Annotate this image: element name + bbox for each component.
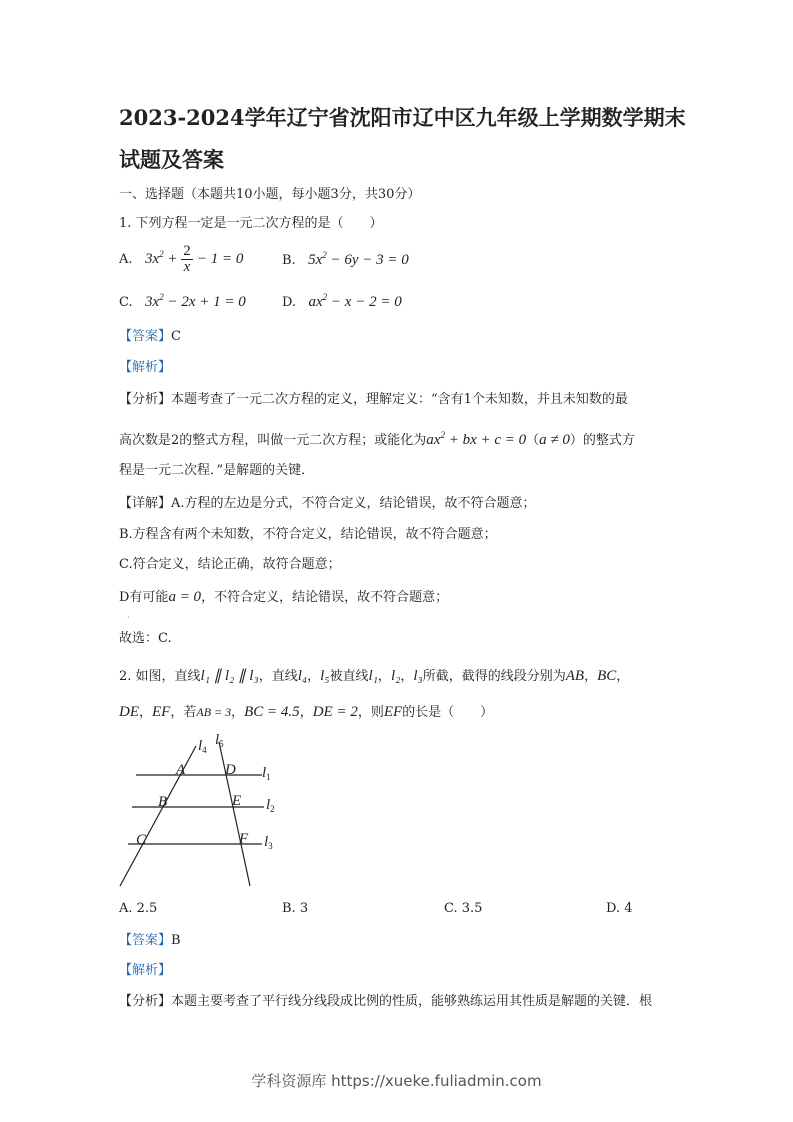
math-expression: − 1 = 0 <box>196 251 244 267</box>
point-label-d: D <box>225 762 236 778</box>
q2-answer: 【答案】B <box>119 933 181 948</box>
q1-detail-b: B.方程含有两个未知数，不符合定义，结论错误，故不符合题意； <box>119 527 497 542</box>
q1-detail-d: D有可能a = 0，不符合定义，结论错误，故不符合题意； <box>119 589 449 605</box>
q1-fenxi-line1: 【分析】本题考查了一元二次方程的定义，理解定义：“含有1个未知数，并且未知数的最 <box>119 392 628 407</box>
q1-detail-a: 【详解】A.方程的左边是分式，不符合定义，结论错误，故不符合题意； <box>119 496 536 511</box>
stray-mark: · <box>127 613 130 622</box>
q1-stem: 1. 下列方程一定是一元二次方程的是（ ） <box>119 216 383 231</box>
q1-option-d <box>282 292 402 311</box>
point-label-b: B <box>158 794 168 810</box>
line-label-l4: $l_4$ <box>198 738 207 755</box>
section-heading: 一、选择题（本题共10小题，每小题3分，共30分） <box>119 187 421 202</box>
q2-option-d: D. 4 <box>606 901 633 916</box>
line-label-l2: $l_2$ <box>266 797 275 814</box>
option-label: D. <box>282 295 297 310</box>
q1-fenxi-line2: 高次数是2的整式方程，叫做一元二次方程；或能化为$ax^2$ + bx + c = 0（a ≠ 0）的整式方 <box>119 430 635 448</box>
math-expression: $ax^2$ + bx + c = 0 <box>426 430 527 448</box>
point-label-e: E <box>232 793 242 809</box>
math-expression: $3x^2 - 2x + 1 = 0$ <box>145 292 246 310</box>
q1-fenxi-line3: 程是一元二次程．”是解题的关键． <box>119 463 315 478</box>
q2-analysis-tag: 【解析】 <box>119 963 172 978</box>
q1-detail-c: C.符合定义，结论正确，故符合题意； <box>119 557 341 572</box>
q1-choose: 故选：C. <box>119 631 172 646</box>
q2-stem-line1: 2. 如图，直线l₁ ∥ l₂ ∥ l₃，直线l₄，l₅被直线l₁，l₂，l₃所截，截得的线段分别为AB，BC， <box>119 668 630 684</box>
point-label-a: A <box>176 762 186 778</box>
q2-option-b: B. 3 <box>282 901 309 916</box>
doc-title-line1: 2023-2024学年辽宁省沈阳市辽中区九年级上学期数学期末 <box>119 105 686 130</box>
point-label-f: F <box>239 831 249 847</box>
q2-option-a: A. 2.5 <box>119 901 158 916</box>
option-label: A. <box>119 252 133 267</box>
math-expression: a = 0 <box>168 589 202 605</box>
line-label-l5: $l_5$ <box>215 732 224 749</box>
q2-option-c: C. 3.5 <box>444 901 483 916</box>
math-expression: $3x^2$ + <box>144 249 182 267</box>
math-expression: $5x^2 - 6y - 3 = 0$ <box>308 250 409 268</box>
q1-option-c <box>119 292 246 311</box>
parallel-lines-figure <box>112 728 292 893</box>
q1-answer: 【答案】C <box>119 329 181 344</box>
q1-option-a <box>119 244 243 275</box>
q2-stem-line2: DE，EF，若AB = 3，BC = 4.5，DE = 2，则EF的长是（ ） <box>119 704 494 720</box>
q1-analysis-tag: 【解析】 <box>119 360 172 375</box>
point-label-c: C <box>136 832 147 848</box>
math-expression: $ax^2 - x - 2 = 0$ <box>308 292 402 310</box>
option-label: C. <box>119 295 133 310</box>
line-label-l3: $l_3$ <box>264 834 273 851</box>
fraction: $\frac{2}{x}$ <box>183 243 191 275</box>
line-label-l1: $l_1$ <box>262 765 271 782</box>
q2-fenxi-line1: 【分析】本题主要考查了平行线分线段成比例的性质，能够熟练运用其性质是解题的关键．根 <box>119 994 653 1009</box>
q1-option-b <box>282 250 409 269</box>
doc-title-line2: 试题及答案 <box>119 147 224 172</box>
option-label: B. <box>282 253 296 268</box>
math-expression: a ≠ 0 <box>539 432 570 448</box>
footer-watermark: 学科资源库 https://xueke.fuliadmin.com <box>251 1072 542 1090</box>
